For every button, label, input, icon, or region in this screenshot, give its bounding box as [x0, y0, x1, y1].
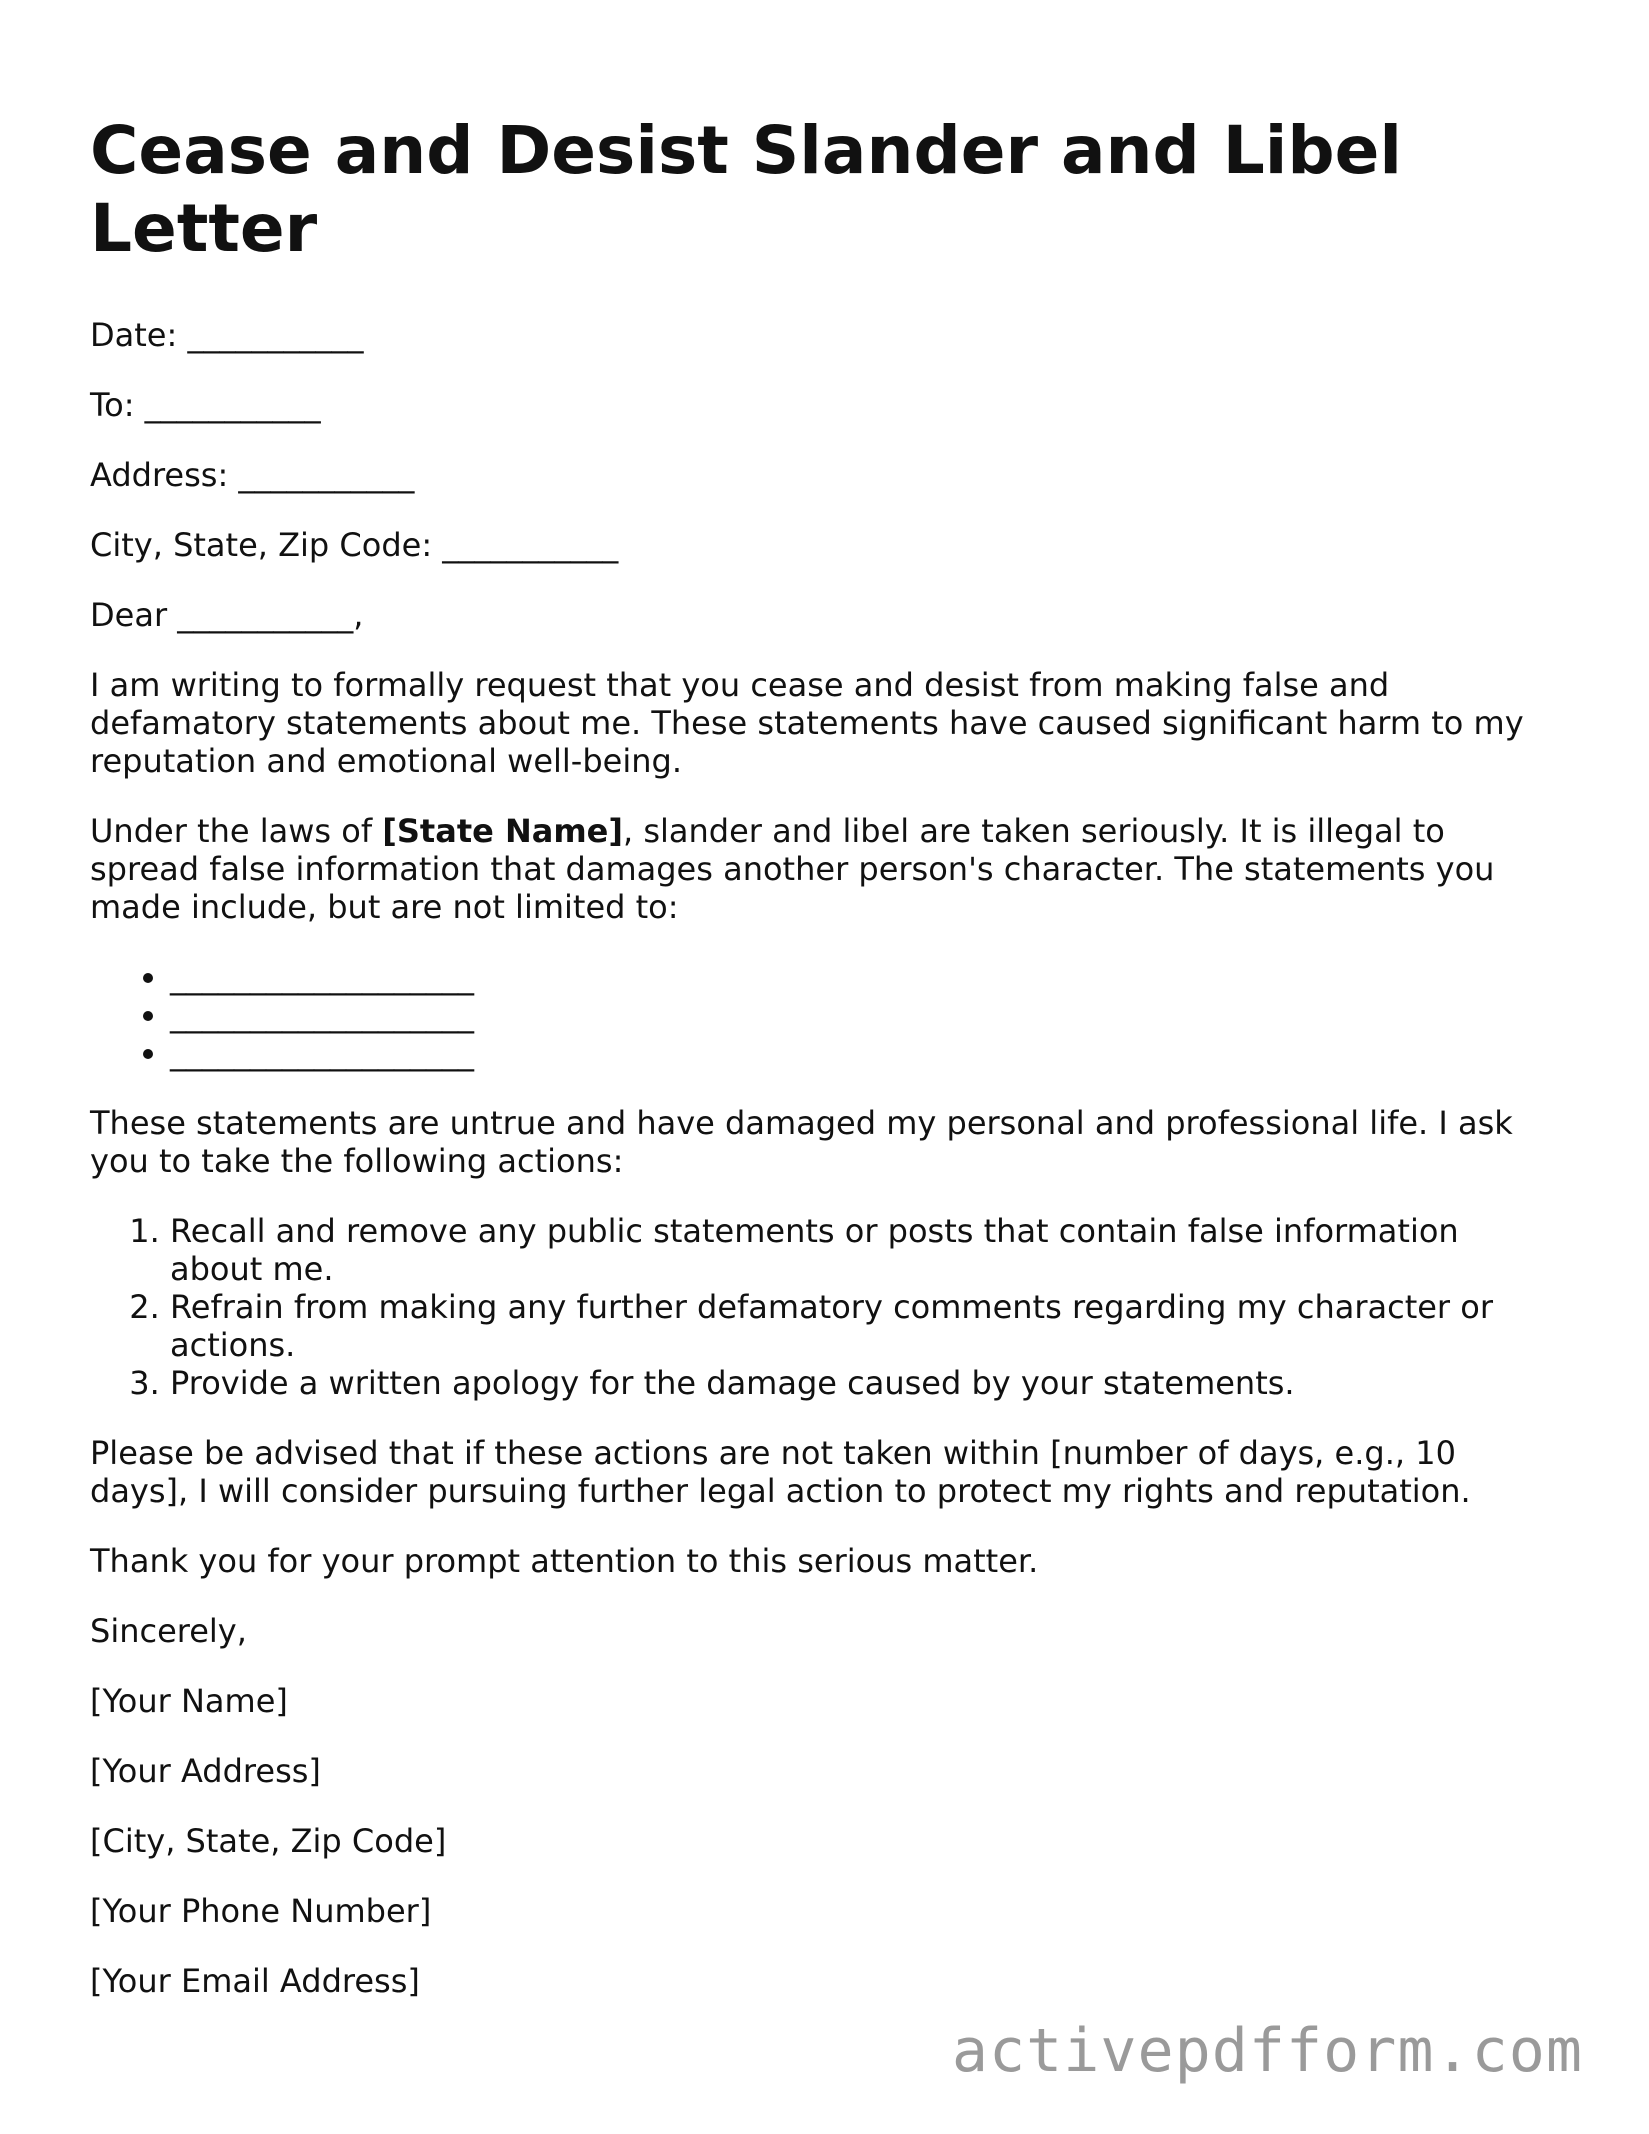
thanks-paragraph: Thank you for your prompt attention to this serious matter. [90, 1542, 1039, 1580]
laws-paragraph [90, 812, 1560, 926]
actions-list [90, 1212, 1560, 1402]
state-name-placeholder: [State Name] [382, 812, 623, 850]
warning-paragraph: Please be advised that if these actions are not taken within [number of days, e.g., 10 days], I will consider pursuing further legal action to protect my rights and reputation. [90, 1434, 1471, 1510]
closing: Sincerely, [90, 1612, 247, 1650]
to-field: To: ___________ [90, 386, 321, 424]
letter-page [90, 112, 1560, 2032]
signature-address: [Your Address] [90, 1752, 321, 1790]
watermark: activepdfform.com [951, 2016, 1583, 2086]
laws-paragraph-before: Under the laws of [90, 812, 383, 850]
document-title: Cease and Desist Slander and Libel Letter [90, 112, 1403, 267]
city-state-zip-field: City, State, Zip Code: ___________ [90, 526, 619, 564]
date-field: Date: ___________ [90, 316, 364, 354]
address-field: Address: ___________ [90, 456, 415, 494]
statement-blank: • ___________________ [170, 996, 1560, 1034]
statement-list [90, 958, 1560, 1072]
signature-phone: [Your Phone Number] [90, 1892, 432, 1930]
laws-paragraph-after: , slander and libel are taken seriously. It is illegal to spread false information that damages another person's character. The statements you made include, but are not limited to: [90, 812, 1495, 926]
statement-blank: • ___________________ [170, 958, 1560, 996]
salutation: Dear ___________, [90, 596, 364, 634]
action-item: 2. Refrain from making any further defamatory comments regarding my character or actions. [170, 1288, 1560, 1364]
statement-blank: • ___________________ [170, 1034, 1560, 1072]
damage-paragraph: These statements are untrue and have damaged my personal and professional life. I ask you to take the following actions: [90, 1104, 1513, 1180]
action-item: 3. Provide a written apology for the damage caused by your statements. [170, 1364, 1560, 1402]
signature-city-state-zip: [City, State, Zip Code] [90, 1822, 447, 1860]
signature-email: [Your Email Address] [90, 1962, 420, 2000]
signature-name: [Your Name] [90, 1682, 288, 1720]
action-item: 1. Recall and remove any public statements or posts that contain false information about me. [170, 1212, 1560, 1288]
intro-paragraph: I am writing to formally request that you cease and desist from making false and defamatory statements about me. These statements have caused significant harm to my reputation and emotional well-being. [90, 666, 1524, 780]
